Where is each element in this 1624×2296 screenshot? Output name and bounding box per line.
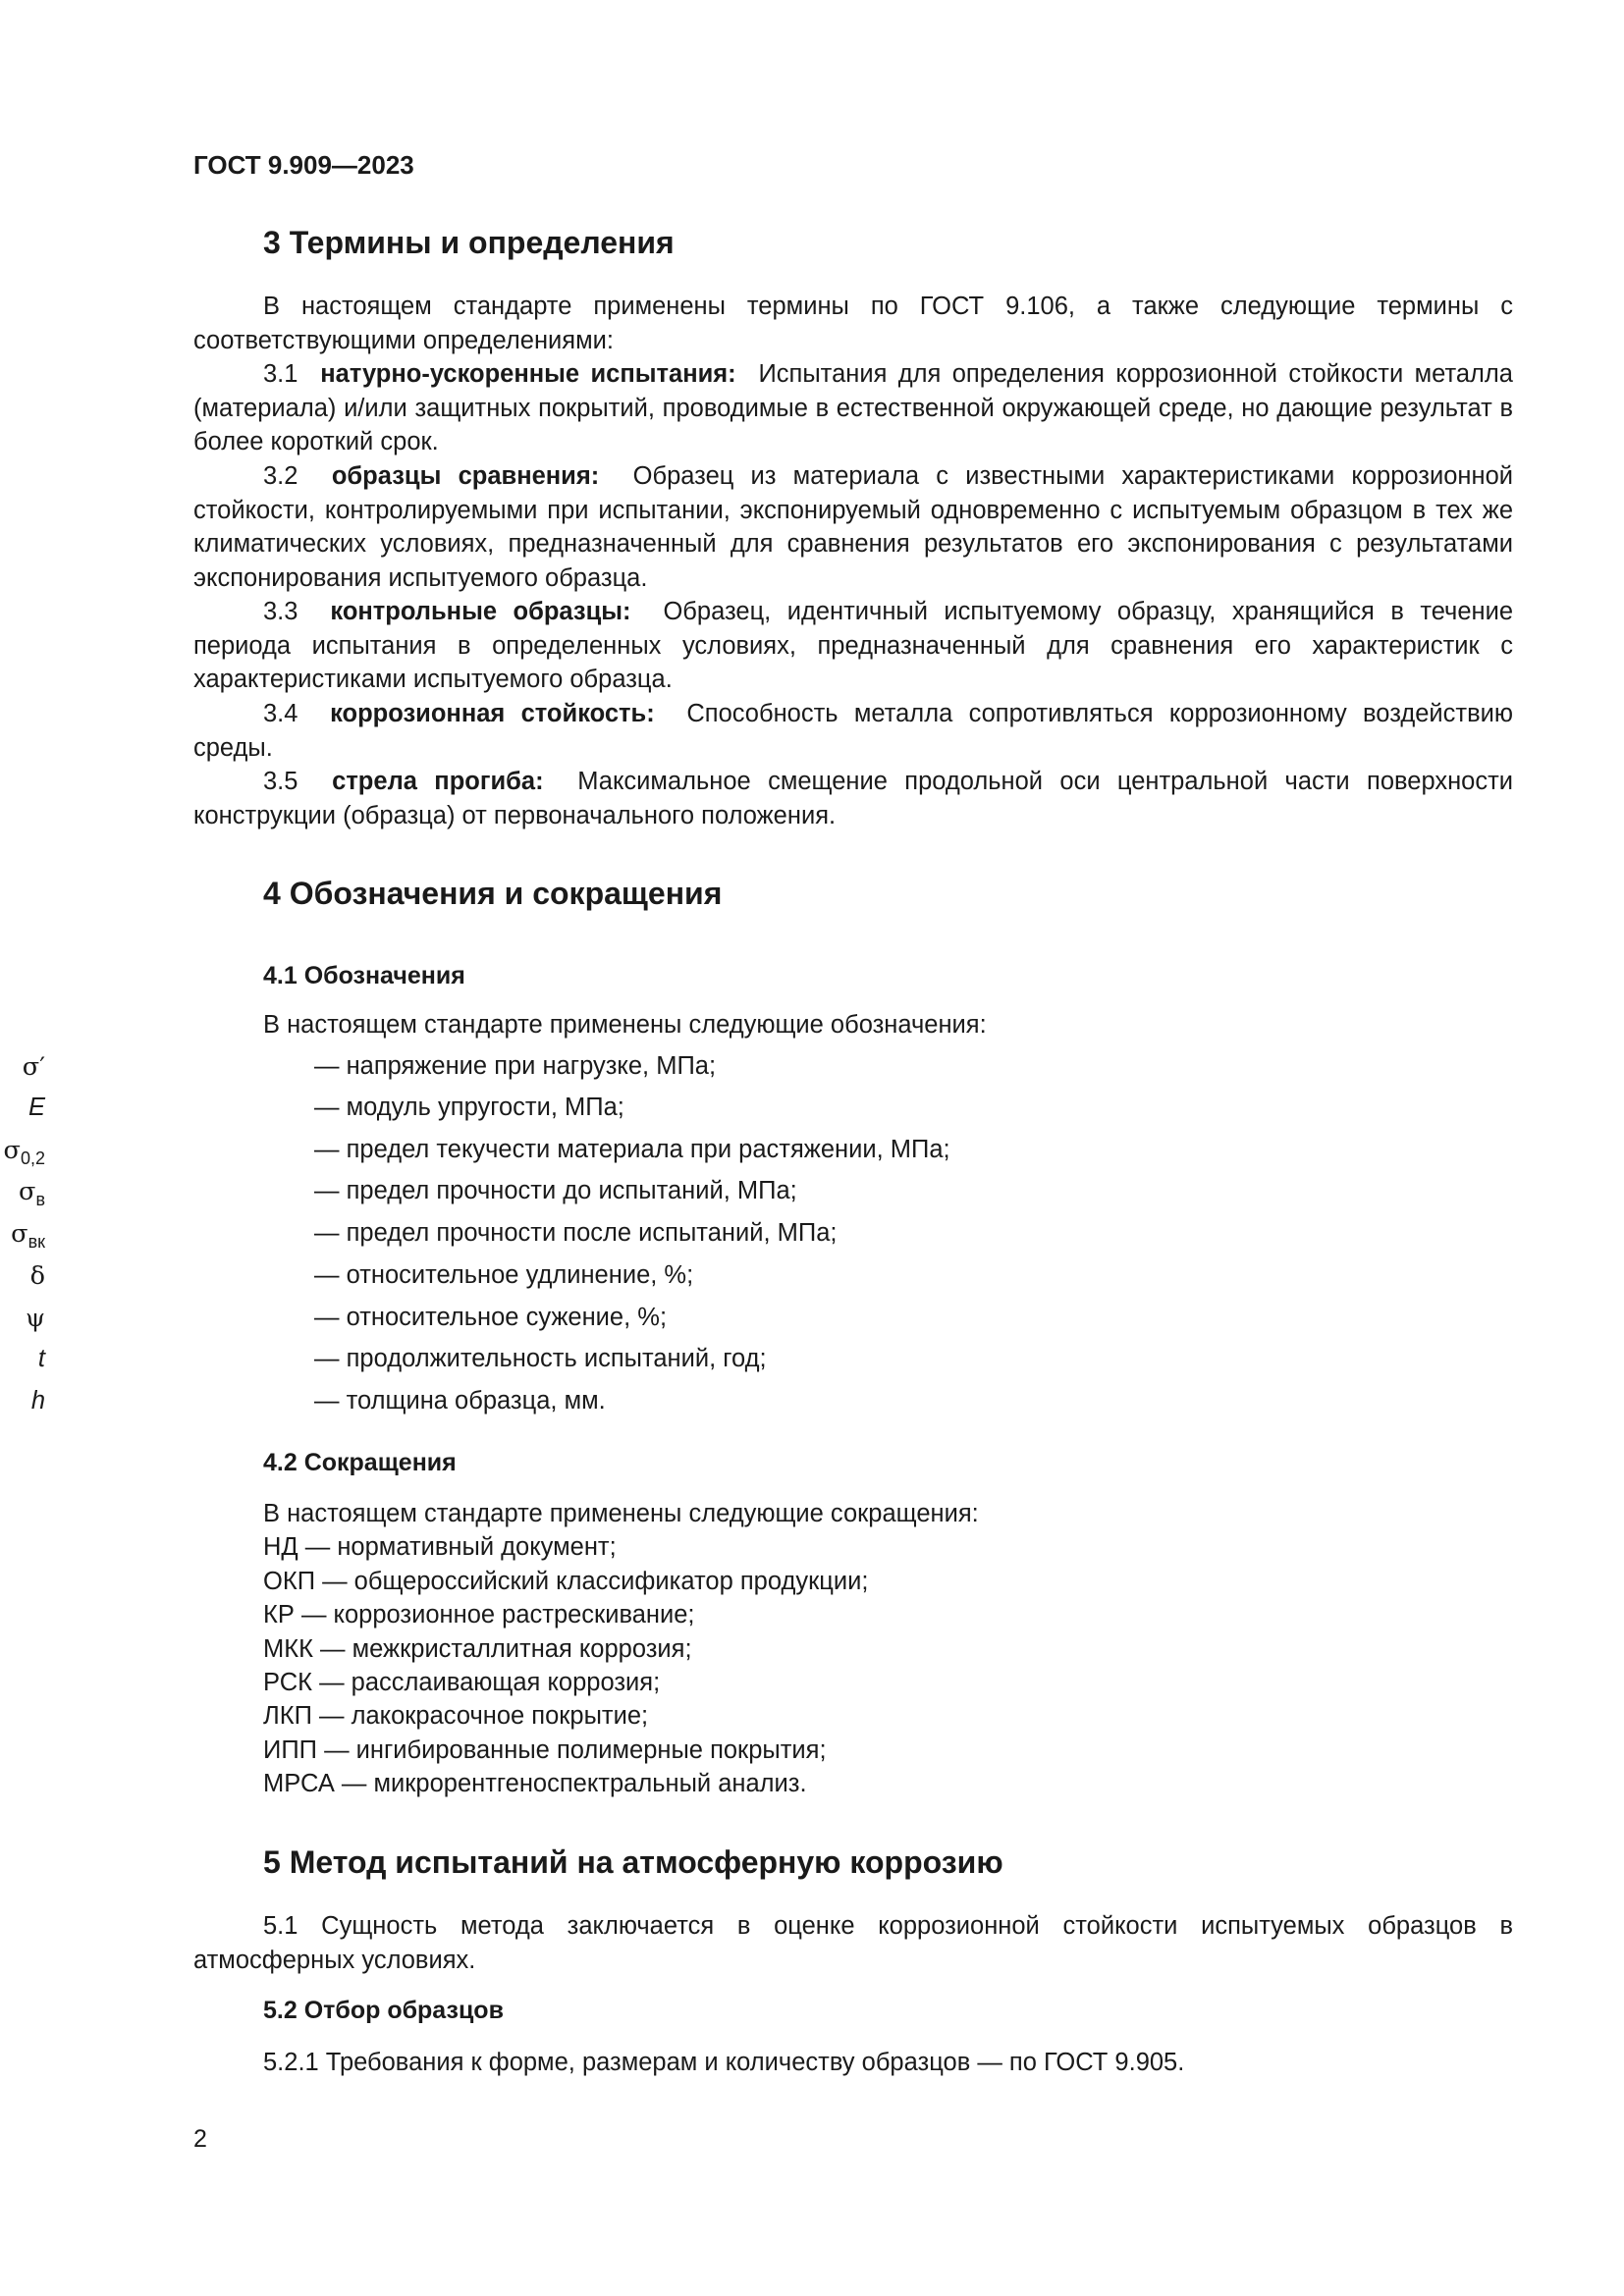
term-3-5: 3.5 стрела прогиба: Максимальное смещение продольной оси центральной части поверхности конструкции (образца) от первоначального положения. xyxy=(193,768,1514,829)
term-3-5-name: стрела прогиба: xyxy=(332,768,544,795)
term-3-5-definition: Максимальное смещение продольной оси центральной части поверхности конструкции (образца) от первоначального положения. xyxy=(193,768,1514,829)
subsection-4-1-title: 4.1 Обозначения xyxy=(263,962,465,989)
symbol-description: — относительное сужение, %; xyxy=(314,1304,668,1331)
symbol-row xyxy=(0,1261,1080,1301)
symbol-description: — толщина образца, мм. xyxy=(314,1387,606,1415)
section-3-intro: В настоящем стандарте применены термины по ГОСТ 9.106, а также следующие термины с соответствующими определениями: xyxy=(193,293,1513,354)
list-item: МКК — межкристаллитная коррозия; xyxy=(263,1634,692,1663)
symbol-row xyxy=(0,1219,1080,1258)
term-3-1: 3.1 натурно-ускоренные испытания: Испытания для определения коррозионной стойкости металла (материала) и/или защитных покрытий, проводимые в естественной окружающей среде, но дающие результат в более короткий срок. xyxy=(193,360,1513,456)
list-item: КР — коррозионное растрескивание; xyxy=(263,1601,695,1629)
term-3-4-name: коррозионная стойкость: xyxy=(330,700,655,727)
term-3-4: 3.4 коррозионная стойкость: Способность металла сопротивляться коррозионному воздействию среды. xyxy=(193,700,1513,762)
term-3-1-name: натурно-ускоренные испытания: xyxy=(320,360,736,388)
symbol: $\sigma_{вк}$ xyxy=(11,1219,45,1252)
symbol-row xyxy=(0,1345,1080,1384)
symbol-description: — предел прочности до испытаний, МПа; xyxy=(314,1177,797,1204)
symbol: E xyxy=(27,1094,45,1121)
symbol-description: — предел прочности после испытаний, МПа; xyxy=(314,1219,838,1247)
subsection-4-1-intro: В настоящем стандарте применены следующие обозначения: xyxy=(263,1011,987,1039)
symbol-description: — модуль упругости, МПа; xyxy=(314,1094,624,1121)
symbol: t xyxy=(37,1345,45,1372)
list-item: ЛКП — лакокрасочное покрытие; xyxy=(263,1702,649,1731)
symbol-row xyxy=(0,1304,1080,1343)
symbol: δ xyxy=(29,1261,45,1291)
symbol: h xyxy=(30,1387,45,1415)
term-3-2: 3.2 образцы сравнения: Образец из материала с известными характеристиками коррозионной стойкости, контролируемыми при испытании, экспонируемый одновременно с испытуемым образцом в тех же климатических условиях, предназначенный для сравнения результатов его экспонирования с результатами экспонирования испытуемого образца. xyxy=(193,462,1514,592)
subsection-5-2-title: 5.2 Отбор образцов xyxy=(263,1997,504,2024)
symbol: $\sigma_{0,2}$ xyxy=(3,1136,45,1168)
section-4-title: 4 Обозначения и сокращения xyxy=(263,876,723,911)
list-item: ОКП — общероссийский классификатор продукции; xyxy=(263,1567,869,1595)
symbol: ψ xyxy=(26,1304,45,1333)
subsection-4-2-title: 4.2 Сокращения xyxy=(263,1449,457,1476)
symbol-row xyxy=(0,1052,1080,1092)
term-3-2-definition: Образец из материала с известными характеристиками коррозионной стойкости, контролируемыми при испытании, экспонируемый одновременно с испытуемым образцом в тех же климатических условиях, предназначенный для сравнения результатов его экспонирования с результатами экспонирования испытуемого образца. xyxy=(193,462,1514,592)
abbreviation-list xyxy=(263,1497,979,1801)
symbol: σ′ xyxy=(22,1052,45,1082)
section-5-title: 5 Метод испытаний на атмосферную коррозию xyxy=(263,1844,1003,1880)
paragraph-5-1: 5.1 Сущность метода заключается в оценке коррозионной стойкости испытуемых образцов в атмосферных условиях. xyxy=(193,1912,1513,1974)
symbol-description: — продолжительность испытаний, год; xyxy=(314,1345,767,1372)
term-3-3: 3.3 контрольные образцы: Образец, идентичный испытуемому образцу, хранящийся в течение периода испытания в определенных условиях, предназначенный для сравнения его характеристик с характеристиками испытуемого образца. xyxy=(193,598,1514,694)
symbol: $\sigma_в$ xyxy=(19,1177,45,1209)
list-item: ИПП — ингибированные полимерные покрытия; xyxy=(263,1735,827,1764)
page-number: 2 xyxy=(193,2125,207,2153)
term-3-2-name: образцы сравнения: xyxy=(331,462,600,490)
list-item: РСК — расслаивающая коррозия; xyxy=(263,1669,661,1697)
abbreviation-intro: В настоящем стандарте применены следующие сокращения: xyxy=(263,1500,979,1527)
paragraph-5-2-1: 5.2.1 Требования к форме, размерам и количеству образцов — по ГОСТ 9.905. xyxy=(263,2049,1185,2076)
term-3-1-definition: Испытания для определения коррозионной стойкости металла (материала) и/или защитных покрытий, проводимые в естественной окружающей среде, но дающие результат в более короткий срок. xyxy=(193,360,1513,456)
symbol-row xyxy=(0,1094,1080,1133)
symbol-row xyxy=(0,1387,1080,1426)
term-3-3-definition: Образец, идентичный испытуемому образцу, хранящийся в течение периода испытания в определенных условиях, предназначенный для сравнения его характеристик с характеристиками испытуемого образца. xyxy=(193,598,1514,694)
symbol-row xyxy=(0,1177,1080,1216)
term-3-4-definition: Способность металла сопротивляться коррозионному воздействию среды. xyxy=(193,700,1513,762)
list-item: НД — нормативный документ; xyxy=(263,1533,617,1562)
document-header: ГОСТ 9.909—2023 xyxy=(193,150,414,180)
section-3-title: 3 Термины и определения xyxy=(263,225,675,260)
term-3-3-name: контрольные образцы: xyxy=(330,598,631,625)
symbol-description: — напряжение при нагрузке, МПа; xyxy=(314,1052,717,1080)
symbol-row xyxy=(0,1136,1080,1175)
symbol-description: — относительное удлинение, %; xyxy=(314,1261,694,1289)
list-item: МРСА — микрорентгеноспектральный анализ. xyxy=(263,1770,807,1798)
symbol-description: — предел текучести материала при растяжении, МПа; xyxy=(314,1136,950,1163)
